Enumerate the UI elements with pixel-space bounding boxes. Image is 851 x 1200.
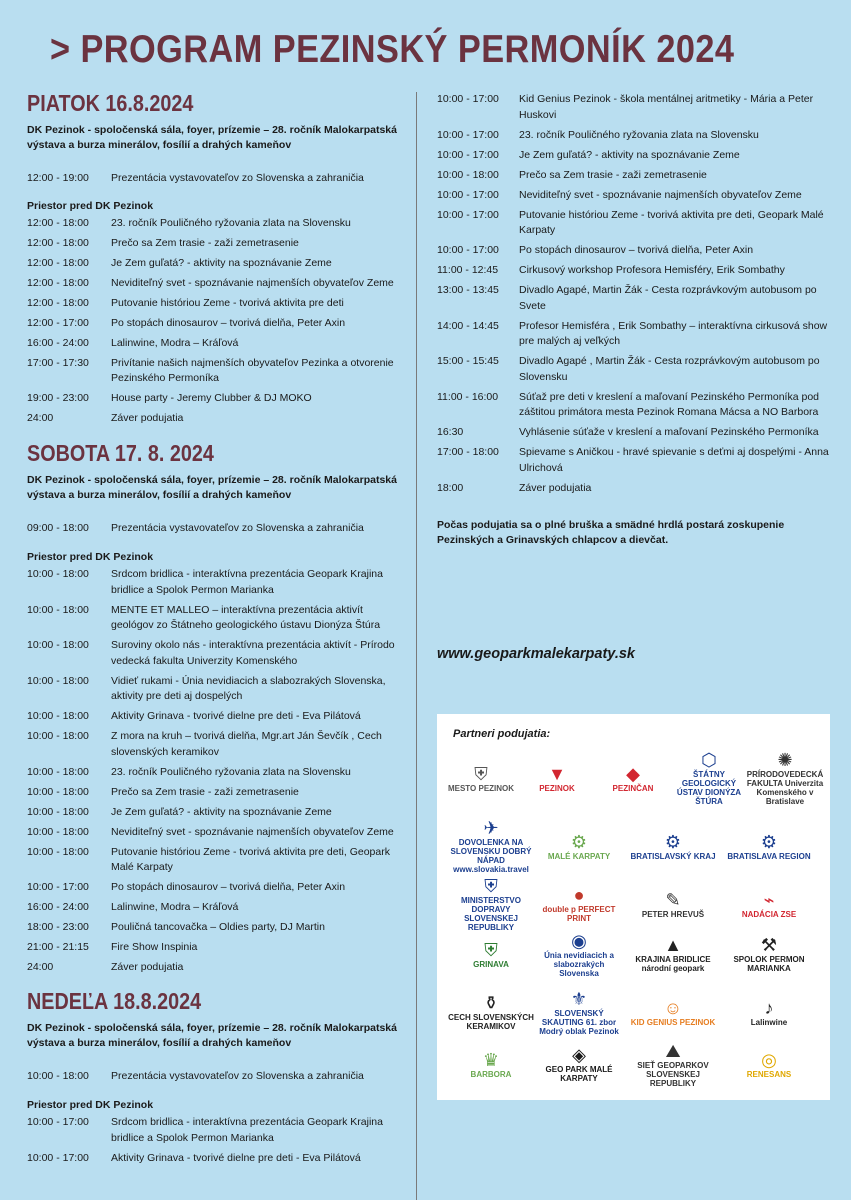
- schedule-row: [27, 845, 407, 876]
- partner-logo: [533, 1036, 625, 1092]
- schedule-row: [27, 674, 407, 705]
- partner-logo-label: KID GENIUS PEZINOK: [630, 1017, 716, 1027]
- partner-logo-label: NADÁCIA ZSE: [741, 909, 797, 919]
- schedule-time: 11:00 - 12:45: [437, 264, 499, 276]
- schedule-time: 17:00 - 17:30: [27, 356, 89, 369]
- schedule-description: Záver podujatia: [111, 961, 184, 973]
- venue-text: DK Pezinok - spoločenská sála, foyer, prízemie – 28. ročník Malokarpatská výstava a burza minerálov, fosílií a drahých kameňov: [27, 1021, 397, 1049]
- partner-logo: [627, 926, 719, 982]
- schedule-row: [437, 168, 837, 184]
- left-column: [27, 90, 407, 1171]
- schedule-time: 10:00 - 18:00: [27, 568, 89, 580]
- schedule-description: Vyhlásenie súťaže v kreslení a maľovaní Pezinského Permoníka: [519, 426, 819, 438]
- schedule-row: [27, 356, 407, 387]
- schedule-description: Lalinwine, Modra – Kráľová: [111, 336, 239, 349]
- schedule-time: 10:00 - 18:00: [27, 603, 89, 616]
- city-crest-icon: ⛨: [474, 763, 488, 784]
- schedule-time: 17:00 - 18:00: [437, 446, 499, 458]
- schedule-description: Je Zem guľatá? - aktivity na spoznávanie Zeme: [111, 805, 332, 818]
- day-heading: PIATOK 16.8.2024: [27, 90, 194, 116]
- schedule-description: Je Zem guľatá? - aktivity na spoznávanie Zeme: [519, 148, 740, 161]
- schedule-row: [27, 1069, 407, 1085]
- slate-icon: ▲: [664, 935, 682, 955]
- schedule-row: [437, 283, 837, 314]
- schedule-time: 10:00 - 17:00: [27, 1151, 89, 1164]
- schedule-description: Putovanie históriou Zeme - tvorivá aktivita pre deti: [111, 296, 344, 309]
- venue-text: DK Pezinok - spoločenská sála, foyer, prízemie – 28. ročník Malokarpatská výstava a burza minerálov, fosílií a drahých kameňov: [27, 473, 397, 501]
- partner-logo: [533, 876, 625, 932]
- schedule-row: [437, 208, 837, 239]
- schedule-row: [27, 276, 407, 292]
- website-link[interactable]: www.geoparkmalekarpaty.sk: [437, 646, 635, 662]
- schedule-description: Divadlo Agapé , Martin Žák - Cesta rozprávkovým autobusom po Slovensku: [519, 355, 820, 383]
- schedule-time: 12:00 - 17:00: [27, 316, 89, 329]
- schedule-time: 12:00 - 18:00: [27, 256, 89, 269]
- schedule-row: [27, 216, 407, 232]
- day-friday: [27, 90, 407, 427]
- schedule-description: Prezentácia vystavovateľov zo Slovenska a zahraničia: [111, 1069, 364, 1082]
- schedule-description: Po stopách dinosaurov – tvorivá dielňa, Peter Axin: [111, 316, 346, 329]
- schedule-time: 10:00 - 17:00: [437, 208, 499, 221]
- partner-logo-label: MESTO PEZINOK: [447, 783, 515, 793]
- schedule-row: [437, 481, 837, 497]
- day-sunday: [27, 988, 407, 1167]
- eye-icon: ◉: [571, 930, 587, 951]
- schedule-description: Po stopách dinosaurov – tvorivá dielňa, Peter Axin: [111, 881, 346, 893]
- partner-logo-label: ŠTÁTNY GEOLOGICKÝ ÚSTAV DIONÝZA ŠTÚRA: [676, 770, 742, 806]
- schedule-description: Záver podujatia: [111, 412, 184, 424]
- schedule-description: Spievame s Aničkou - hravé spievanie s deťmi aj dospelými - Anna Ulrichová: [519, 446, 829, 474]
- schedule-description: Putovanie históriou Zeme - tvorivá aktivita pre deti, Geopark Malé Karpaty: [111, 845, 390, 873]
- schedule-row: [27, 1115, 407, 1146]
- schedule-description: Záver podujatia: [519, 481, 592, 494]
- schedule-description: Po stopách dinosaurov – tvorivá dielňa, Peter Axin: [519, 244, 754, 256]
- schedule-time: 10:00 - 18:00: [27, 1069, 89, 1082]
- partner-logo: [627, 984, 719, 1040]
- schedule-time: 12:00 - 19:00: [27, 172, 89, 184]
- schedule-time: 10:00 - 18:00: [27, 674, 89, 687]
- schedule-description: Prečo sa Zem trasie - zaži zemetrasenie: [519, 168, 707, 181]
- partner-logo-label: CECH SLOVENSKÝCH KERAMIKOV: [448, 1013, 534, 1031]
- schedule-time: 16:00 - 24:00: [27, 336, 89, 349]
- column-divider: [416, 92, 417, 1200]
- region-icon: ⚙: [570, 831, 588, 852]
- schedule-description: Kid Genius Pezinok - škola mentálnej aritmetiky - Mária a Peter Huskovi: [519, 93, 814, 121]
- partner-logo-label: double p PERFECT PRINT: [542, 905, 616, 923]
- day-heading: NEDEĽA 18.8.2024: [27, 987, 202, 1014]
- signature-icon: ✎: [665, 889, 681, 910]
- outdoor-label: Priestor pred DK Pezinok: [27, 551, 154, 563]
- schedule-time: 10:00 - 17:00: [437, 128, 499, 141]
- schedule-time: 16:00 - 24:00: [27, 901, 89, 913]
- partner-logo: [627, 1036, 719, 1092]
- schedule-time: 15:00 - 15:45: [437, 355, 499, 367]
- schedule-row: [437, 128, 837, 144]
- schedule-row: [27, 336, 407, 352]
- partner-logo-label: DOVOLENKA NA SLOVENSKU DOBRÝ NÁPAD www.slovakia.travel: [450, 838, 532, 874]
- schedule-time: 10:00 - 18:00: [27, 785, 89, 798]
- region-icon: ⚙: [664, 831, 682, 852]
- schedule-row: [27, 256, 407, 272]
- schedule-description: 23. ročník Pouličného ryžovania zlata na Slovensku: [519, 128, 759, 141]
- schedule-time: 14:00 - 14:45: [437, 319, 499, 332]
- partner-logo-label: SPOLOK PERMON MARIANKA: [733, 955, 805, 973]
- schedule-time: 10:00 - 17:00: [437, 93, 499, 105]
- partner-logo: [445, 876, 537, 932]
- kid-genius-icon: ☺: [663, 997, 683, 1018]
- schedule-time: 19:00 - 23:00: [27, 392, 89, 404]
- schedule-time: 16:30: [437, 426, 464, 438]
- schedule-time: 10:00 - 18:00: [27, 730, 89, 742]
- partner-logo-label: Lalinwine: [750, 1017, 788, 1027]
- schedule-description: Vidieť rukami - Únia nevidiacich a slabozrakých Slovenska, aktivity pre deti aj dospelých: [111, 674, 386, 702]
- schedule-time: 13:00 - 13:45: [437, 284, 499, 296]
- foundation-icon: ⌁: [763, 889, 775, 910]
- schedule-time: 24:00: [27, 961, 54, 973]
- partner-logo-label: GEO PARK MALÉ KARPATY: [545, 1065, 613, 1083]
- bird-icon: ♪: [764, 997, 774, 1018]
- partner-logo-label: PEZINČAN: [612, 783, 654, 793]
- partner-logo: [723, 1036, 815, 1092]
- scout-icon: ⚜: [570, 988, 588, 1009]
- partner-logo-label: PRÍRODOVEDECKÁ FAKULTA Univerzita Komenského v Bratislave: [746, 770, 824, 806]
- schedule-description: MENTE ET MALLEO – interaktívna prezentácia aktivít geológov zo Štátneho geologického ústavu Dionýza Štúra: [111, 603, 381, 631]
- schedule-time: 10:00 - 17:00: [27, 881, 89, 893]
- ministry-crest-icon: ⛨: [484, 876, 498, 896]
- partners-heading: Partneri podujatia:: [453, 728, 551, 740]
- partner-logo: [445, 818, 537, 874]
- partner-logo: [533, 926, 625, 982]
- schedule-row: [27, 880, 407, 896]
- schedule-description: Aktivity Grinava - tvorivé dielne pre deti - Eva Pilátová: [111, 1151, 361, 1164]
- schedule-description: Je Zem guľatá? - aktivity na spoznávanie Zeme: [111, 256, 332, 269]
- schedule-time: 12:00 - 18:00: [27, 236, 89, 249]
- schedule-row: [27, 825, 407, 841]
- schedule-description: Srdcom bridlica - interaktívna prezentácia Geopark Krajina bridlice a Spolok Permon Marianka: [111, 1116, 383, 1144]
- partner-logo: [723, 818, 815, 874]
- schedule-description: Pouličná tancovačka – Oldies party, DJ Martin: [111, 921, 325, 933]
- geopark-icon: ◈: [572, 1045, 586, 1065]
- schedule-description: Súťaž pre deti v kreslení a maľovaní Pezinského Permoníka pod záštitou primátora mesta Pezinok Romana Mácsa a NO Barbora: [519, 390, 819, 418]
- schedule-description: Divadlo Agapé, Martin Žák - Cesta rozprávkovým autobusom po Svete: [519, 284, 817, 312]
- partner-logo: [723, 876, 815, 932]
- schedule-row: [27, 411, 407, 427]
- schedule-description: Neviditeľný svet - spoznávanie najmenších obyvateľov Zeme: [111, 825, 394, 838]
- schedule-time: 21:00 - 21:15: [27, 941, 89, 953]
- schedule-row: [27, 729, 407, 760]
- partner-logo-label: RENESANS: [746, 1069, 792, 1079]
- partner-logo: [627, 818, 719, 874]
- schedule-time: 10:00 - 17:00: [437, 188, 499, 201]
- schedule-row: [437, 354, 837, 385]
- schedule-row: [437, 445, 837, 476]
- schedule-row: [437, 243, 837, 259]
- schedule-description: Aktivity Grinava - tvorivé dielne pre deti - Eva Pilátová: [111, 710, 361, 722]
- schedule-time: 10:00 - 18:00: [27, 845, 89, 858]
- schedule-time: 10:00 - 18:00: [27, 825, 89, 838]
- schedule-time: 12:00 - 18:00: [27, 296, 89, 309]
- schedule-row: [437, 425, 837, 441]
- schedule-row: [27, 316, 407, 332]
- schedule-row: [437, 148, 837, 164]
- schedule-row: [437, 263, 837, 279]
- schedule-description: Lalinwine, Modra – Kráľová: [111, 901, 239, 913]
- schedule-description: 23. ročník Pouličného ryžovania zlata na Slovensku: [111, 765, 351, 778]
- schedule-time: 10:00 - 18:00: [27, 765, 89, 778]
- renesans-icon: ◎: [761, 1049, 777, 1070]
- partner-logo: [533, 818, 625, 874]
- schedule-time: 10:00 - 18:00: [27, 710, 89, 722]
- schedule-row: [27, 603, 407, 634]
- partner-logo: [441, 750, 521, 806]
- schedule-row: [437, 188, 837, 204]
- schedule-description: Suroviny okolo nás - interaktívna prezentácia aktivít - Prírodo vedecká fakulta Univerzity Komenského: [111, 639, 395, 667]
- pezincan-logo-icon: ◆: [626, 763, 640, 784]
- partners-panel: [437, 714, 830, 1100]
- schedule-time: 18:00: [437, 481, 464, 494]
- travel-icon: ✈: [483, 818, 499, 838]
- schedule-description: Prezentácia vystavovateľov zo Slovenska a zahraničia: [111, 521, 364, 534]
- schedule-time: 10:00 - 17:00: [27, 1116, 89, 1128]
- pezinok-brand-icon: ▼: [548, 763, 566, 784]
- partner-logo: [445, 926, 537, 982]
- mountain-icon: ⛰: [665, 1040, 681, 1061]
- partner-logo: [745, 750, 825, 806]
- partner-logo: [533, 984, 625, 1040]
- hammer-icon: ⚒: [760, 935, 778, 955]
- schedule-row: [437, 319, 837, 350]
- schedule-time: 10:00 - 18:00: [27, 639, 89, 651]
- schedule-row: [27, 765, 407, 781]
- schedule-time: 10:00 - 17:00: [437, 148, 499, 161]
- schedule-row: [27, 236, 407, 252]
- schedule-row: [27, 1151, 407, 1167]
- schedule-description: Neviditeľný svet - spoznávanie najmenších obyvateľov Zeme: [519, 188, 802, 201]
- catering-note: Počas podujatia sa o plné bruška a smädné hrdlá postará zoskupenie Pezinských a Grinavských chlapcov a dievčat.: [437, 519, 785, 546]
- schedule-row: [27, 171, 407, 187]
- schedule-row: [27, 785, 407, 801]
- schedule-description: Srdcom bridlica - interaktívna prezentácia Geopark Krajina bridlice a Spolok Permon Marianka: [111, 568, 383, 596]
- partner-logo-label: MINISTERSTVO DOPRAVY SLOVENSKEJ REPUBLIKY: [460, 896, 521, 932]
- page-title: > PROGRAM PEZINSKÝ PERMONÍK 2024: [50, 28, 735, 71]
- partner-logo-label: SLOVENSKÝ SKAUTING 61. zbor Modrý oblak Pezinok: [539, 1008, 619, 1036]
- partner-logo: [445, 984, 537, 1040]
- schedule-time: 18:00 - 23:00: [27, 921, 89, 933]
- schedule-time: 24:00: [27, 412, 54, 424]
- schedule-row: [437, 390, 837, 421]
- schedule-row: [27, 920, 407, 936]
- schedule-row: [27, 296, 407, 312]
- schedule-time: 12:00 - 18:00: [27, 216, 89, 229]
- venue-text: DK Pezinok - spoločenská sála, foyer, prízemie – 28. ročník Malokarpatská výstava a burza minerálov, fosílií a drahých kameňov: [27, 124, 397, 151]
- partner-logo-label: SIEŤ GEOPARKOV SLOVENSKEJ REPUBLIKY: [637, 1060, 709, 1088]
- partner-logo: [723, 926, 815, 982]
- schedule-description: Fire Show Inspinia: [111, 941, 198, 953]
- partner-logo-label: MALÉ KARPATY: [547, 851, 611, 861]
- region-icon: ⚙: [760, 831, 778, 852]
- schedule-description: Z mora na kruh – tvorivá dielňa, Mgr.art Ján Ševčík , Cech slovenských keramikov: [111, 730, 382, 758]
- grinava-crest-icon: ⛨: [484, 939, 498, 960]
- partner-logo-label: PEZINOK: [539, 783, 575, 793]
- partner-logo-label: BRATISLAVSKÝ KRAJ: [630, 851, 716, 861]
- schedule-description: Profesor Hemisféra , Erik Sombathy – interaktívna cirkusová show pre malých aj veľkých: [519, 319, 828, 347]
- partner-logo: [669, 750, 749, 806]
- schedule-row: [27, 391, 407, 407]
- day-heading: SOBOTA 17. 8. 2024: [27, 439, 214, 466]
- partner-logo-label: PETER HREVUŠ: [641, 909, 705, 919]
- schedule-row: [27, 900, 407, 916]
- outdoor-label: Priestor pred DK Pezinok: [27, 1099, 154, 1111]
- partner-logo-label: Únia nevidiacich a slabozrakých Slovenska: [544, 950, 614, 978]
- pottery-icon: ⚱: [483, 993, 499, 1013]
- schedule-description: Putovanie históriou Zeme - tvorivá aktivita pre deti, Geopark Malé Karpaty: [519, 208, 824, 236]
- schedule-description: Neviditeľný svet - spoznávanie najmenších obyvateľov Zeme: [111, 276, 394, 289]
- barbora-icon: ♛: [482, 1049, 500, 1070]
- schedule-row: [27, 960, 407, 976]
- schedule-time: 09:00 - 18:00: [27, 521, 89, 534]
- partner-logo: [723, 984, 815, 1040]
- faculty-seal-icon: ✺: [777, 750, 793, 770]
- schedule-time: 10:00 - 18:00: [27, 805, 89, 818]
- partner-logo: [445, 1036, 537, 1092]
- schedule-row: [437, 92, 837, 123]
- schedule-description: 23. ročník Pouličného ryžovania zlata na Slovensku: [111, 216, 351, 229]
- partner-logo-label: KRAJINA BRIDLICE národní geopark: [635, 955, 711, 973]
- schedule-description: Privítanie našich najmenších obyvateľov Pezinka a otvorenie Pezinského Permoníka: [111, 356, 394, 384]
- schedule-description: Prezentácia vystavovateľov zo Slovenska a zahraničia: [111, 172, 364, 184]
- schedule-row: [27, 805, 407, 821]
- schedule-description: House party - Jeremy Clubber & DJ MOKO: [111, 392, 312, 404]
- schedule-row: [27, 940, 407, 956]
- outdoor-label: Priestor pred DK Pezinok: [27, 199, 154, 212]
- schedule-row: [27, 567, 407, 598]
- partner-logo-label: BRATISLAVA REGION: [727, 851, 811, 861]
- right-column: [437, 92, 837, 662]
- print-icon: ●: [573, 885, 585, 905]
- schedule-time: 11:00 - 16:00: [437, 390, 499, 403]
- partner-logo-label: BARBORA: [470, 1069, 512, 1079]
- schedule-row: [27, 709, 407, 725]
- partner-logo: [517, 750, 597, 806]
- day-saturday: [27, 440, 407, 976]
- schedule-description: Cirkusový workshop Profesora Hemisféry, Erik Sombathy: [519, 264, 785, 276]
- schedule-time: 12:00 - 18:00: [27, 276, 89, 289]
- schedule-description: Prečo sa Zem trasie - zaži zemetrasenie: [111, 236, 299, 249]
- partner-logo-label: GRINAVA: [473, 959, 509, 969]
- schedule-row: [27, 638, 407, 669]
- partner-logo: [627, 876, 719, 932]
- partner-logo: [593, 750, 673, 806]
- schedule-row: [27, 521, 407, 537]
- schedule-description: Prečo sa Zem trasie - zaži zemetrasenie: [111, 785, 299, 798]
- schedule-time: 10:00 - 18:00: [437, 168, 499, 181]
- schedule-time: 10:00 - 17:00: [437, 244, 499, 256]
- geology-institute-icon: ⬡: [701, 750, 717, 770]
